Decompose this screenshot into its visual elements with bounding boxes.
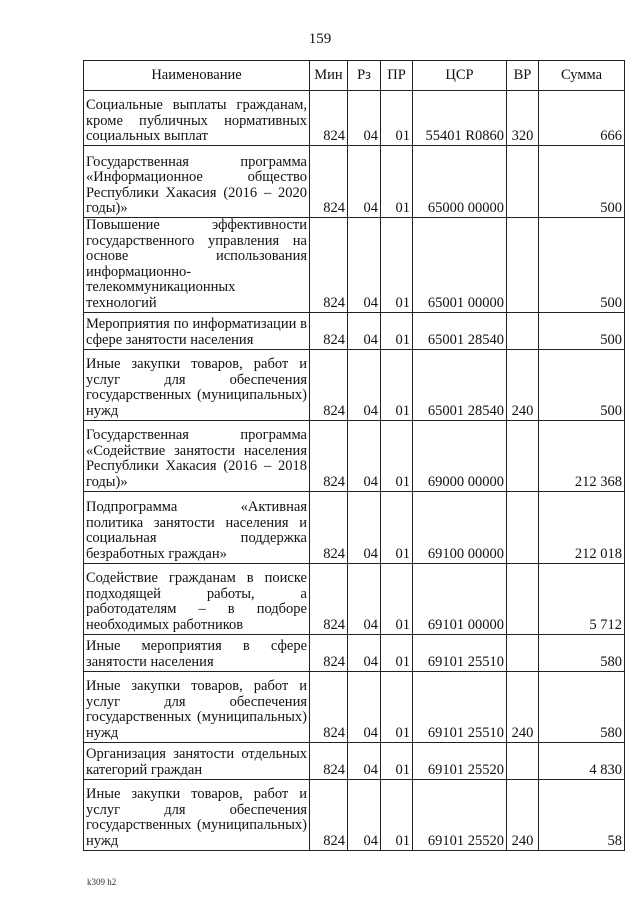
row-vr: 320 [507, 91, 539, 146]
header-sum: Сумма [539, 61, 625, 91]
row-sum: 212 018 [539, 491, 625, 563]
row-name: Повышение эффективности государственного управления на основе использования информационно-телекоммуникационных технологий [84, 218, 310, 313]
row-pr: 01 [381, 779, 413, 850]
row-min: 824 [310, 91, 348, 146]
table-header-row [84, 61, 625, 91]
row-pr: 01 [381, 563, 413, 634]
table-row [84, 312, 625, 349]
row-csr: 65000 00000 [413, 146, 507, 218]
row-csr: 69000 00000 [413, 420, 507, 491]
header-pr: ПР [381, 61, 413, 91]
row-sum: 580 [539, 671, 625, 742]
row-sum: 4 830 [539, 742, 625, 779]
row-min: 824 [310, 218, 348, 313]
row-name: Социальные выплаты гражданам, кроме публичных нормативных социальных выплат [84, 91, 310, 146]
row-pr: 01 [381, 312, 413, 349]
budget-table [83, 60, 625, 851]
row-rz: 04 [348, 312, 381, 349]
row-rz: 04 [348, 218, 381, 313]
row-rz: 04 [348, 634, 381, 671]
header-name: Наименование [84, 61, 310, 91]
row-min: 824 [310, 312, 348, 349]
row-min: 824 [310, 420, 348, 491]
row-pr: 01 [381, 349, 413, 420]
row-name: Иные закупки товаров, работ и услуг для обеспечения государственных (муниципальных) нужд [84, 779, 310, 850]
row-rz: 04 [348, 779, 381, 850]
row-name: Государственная программа «Содействие занятости населения Республики Хакасия (2016 – 2018 годы)» [84, 420, 310, 491]
row-csr: 69101 25510 [413, 671, 507, 742]
row-csr: 69101 25520 [413, 742, 507, 779]
row-name: Государственная программа «Информационное общество Республики Хакасия (2016 – 2020 годы)» [84, 146, 310, 218]
row-csr: 69101 00000 [413, 563, 507, 634]
row-vr [507, 742, 539, 779]
header-min: Мин [310, 61, 348, 91]
row-rz: 04 [348, 563, 381, 634]
row-sum: 500 [539, 349, 625, 420]
row-min: 824 [310, 563, 348, 634]
row-pr: 01 [381, 218, 413, 313]
row-pr: 01 [381, 91, 413, 146]
row-name: Иные мероприятия в сфере занятости населения [84, 634, 310, 671]
row-sum: 500 [539, 218, 625, 313]
row-vr: 240 [507, 349, 539, 420]
table-row [84, 491, 625, 563]
row-csr: 65001 28540 [413, 349, 507, 420]
row-sum: 500 [539, 146, 625, 218]
row-vr: 240 [507, 671, 539, 742]
row-min: 824 [310, 671, 348, 742]
row-csr: 69101 25520 [413, 779, 507, 850]
row-rz: 04 [348, 491, 381, 563]
row-pr: 01 [381, 420, 413, 491]
table-row [84, 349, 625, 420]
row-min: 824 [310, 634, 348, 671]
row-name: Иные закупки товаров, работ и услуг для обеспечения государственных (муниципальных) нужд [84, 349, 310, 420]
row-name: Организация занятости отдельных категорий граждан [84, 742, 310, 779]
row-csr: 69100 00000 [413, 491, 507, 563]
row-vr [507, 218, 539, 313]
row-vr [507, 420, 539, 491]
row-rz: 04 [348, 91, 381, 146]
row-pr: 01 [381, 491, 413, 563]
row-vr: 240 [507, 779, 539, 850]
row-csr: 55401 R0860 [413, 91, 507, 146]
table-row [84, 218, 625, 313]
table-row [84, 146, 625, 218]
header-rz: Рз [348, 61, 381, 91]
row-vr [507, 634, 539, 671]
row-min: 824 [310, 491, 348, 563]
row-min: 824 [310, 742, 348, 779]
row-rz: 04 [348, 146, 381, 218]
row-min: 824 [310, 779, 348, 850]
row-csr: 65001 28540 [413, 312, 507, 349]
row-name: Иные закупки товаров, работ и услуг для обеспечения государственных (муниципальных) нужд [84, 671, 310, 742]
table-row [84, 742, 625, 779]
row-rz: 04 [348, 420, 381, 491]
page-number: 159 [308, 31, 332, 47]
row-csr: 69101 25510 [413, 634, 507, 671]
row-pr: 01 [381, 742, 413, 779]
row-name: Мероприятия по информатизации в сфере занятости населения [84, 312, 310, 349]
row-min: 824 [310, 146, 348, 218]
table-row [84, 91, 625, 146]
row-pr: 01 [381, 634, 413, 671]
row-name: Подпрограмма «Активная политика занятости населения и социальная поддержка безработных граждан» [84, 491, 310, 563]
row-vr [507, 312, 539, 349]
row-vr [507, 146, 539, 218]
footer-code: k309 h2 [87, 877, 117, 887]
row-pr: 01 [381, 146, 413, 218]
row-vr [507, 563, 539, 634]
row-csr: 65001 00000 [413, 218, 507, 313]
row-name: Содействие гражданам в поиске подходящей работы, а работодателям – в подборе необходимых работников [84, 563, 310, 634]
header-vr: ВР [507, 61, 539, 91]
table-row [84, 634, 625, 671]
row-sum: 666 [539, 91, 625, 146]
table-row [84, 420, 625, 491]
row-sum: 58 [539, 779, 625, 850]
row-vr [507, 491, 539, 563]
row-sum: 500 [539, 312, 625, 349]
row-rz: 04 [348, 742, 381, 779]
row-pr: 01 [381, 671, 413, 742]
row-sum: 5 712 [539, 563, 625, 634]
row-rz: 04 [348, 349, 381, 420]
header-csr: ЦСР [413, 61, 507, 91]
row-min: 824 [310, 349, 348, 420]
row-sum: 580 [539, 634, 625, 671]
table-row [84, 779, 625, 850]
row-sum: 212 368 [539, 420, 625, 491]
row-rz: 04 [348, 671, 381, 742]
table-row [84, 671, 625, 742]
table-row [84, 563, 625, 634]
